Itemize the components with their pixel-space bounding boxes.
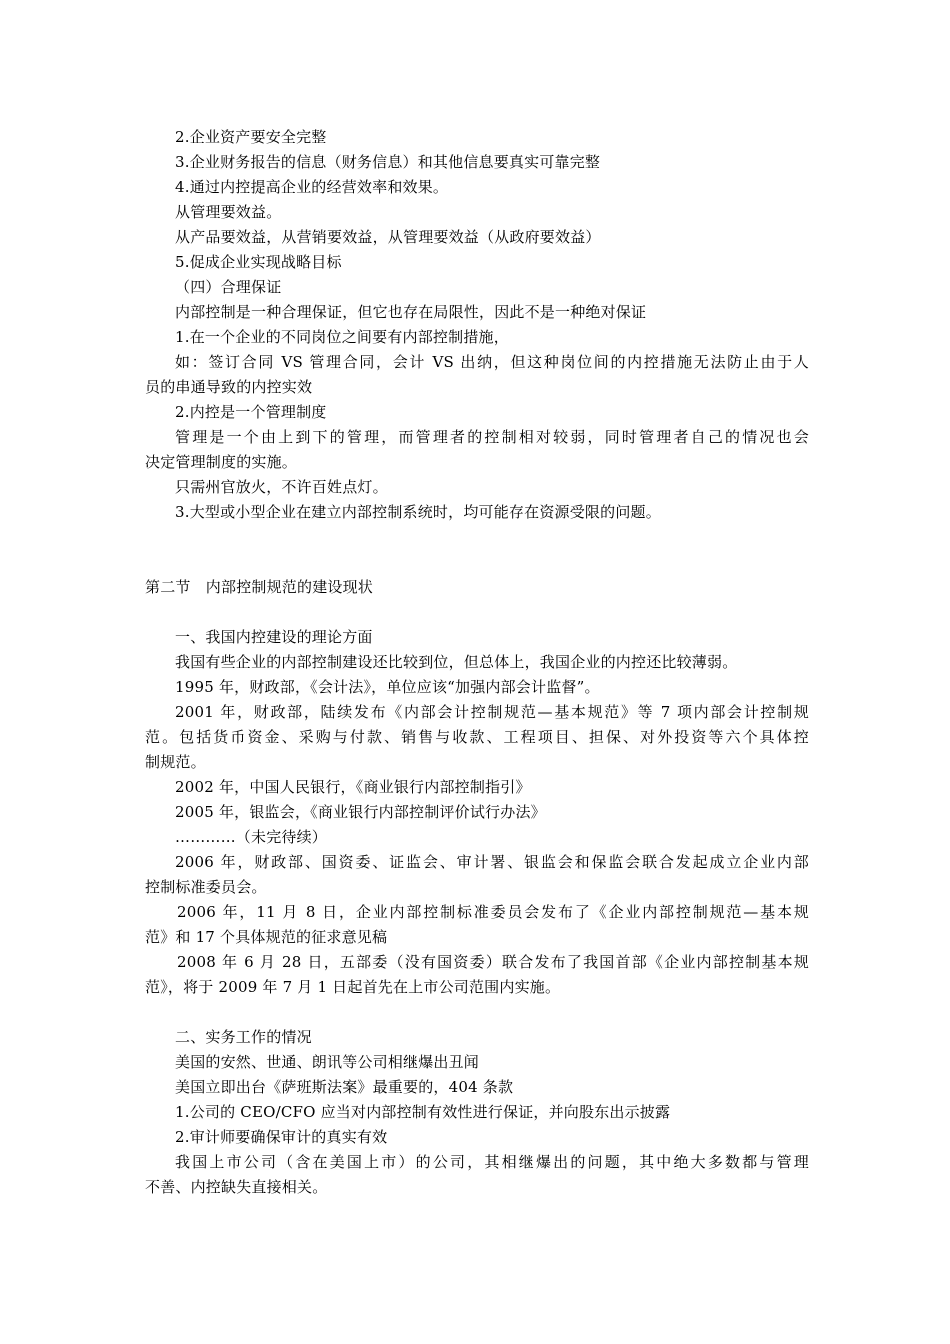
text-line: 1.在一个企业的不同岗位之间要有内部控制措施， xyxy=(175,328,509,346)
text-line: 管理是一个由上到下的管理，而管理者的控制相对较弱，同时管理者自己的情况也会 xyxy=(175,428,809,446)
text-line: 员的串通导致的内控实效 xyxy=(145,378,313,396)
text-line: 制规范。 xyxy=(145,753,206,771)
subheading: 二、实务工作的情况 xyxy=(175,1028,312,1046)
text-line: 控制标准委员会。 xyxy=(145,878,267,896)
text-line: 美国立即出台《萨班斯法案》最重要的，404 条款 xyxy=(175,1078,514,1096)
text-line: （四）合理保证 xyxy=(175,278,282,296)
subheading: 一、我国内控建设的理论方面 xyxy=(175,628,373,646)
text-line: 1995 年，财政部，《会计法》，单位应该“加强内部会计监督”。 xyxy=(175,678,600,696)
text-line: 2008 年 6 月 28 日，五部委（没有国资委）联合发布了我国首部《企业内部控制基本规 xyxy=(177,953,809,971)
text-line: …………（未完待续） xyxy=(175,828,328,846)
text-line: 我国上市公司（含在美国上市）的公司，其相继爆出的问题，其中绝大多数都与管理 xyxy=(175,1153,809,1171)
text-line: 我国有些企业的内部控制建设还比较到位，但总体上，我国企业的内控还比较薄弱。 xyxy=(175,653,738,671)
text-line: 2.内控是一个管理制度 xyxy=(175,403,327,421)
text-line: 2.企业资产要安全完整 xyxy=(175,128,327,146)
text-line: 范》和 17 个具体规范的征求意见稿 xyxy=(145,928,388,946)
text-line: 1.公司的 CEO/CFO 应当对内部控制有效性进行保证，并向股东出示披露 xyxy=(175,1103,671,1121)
text-line: 从产品要效益，从营销要效益，从管理要效益（从政府要效益） xyxy=(175,228,601,246)
text-line: 2002 年，中国人民银行，《商业银行内部控制指引》 xyxy=(175,778,531,796)
text-line: 3.大型或小型企业在建立内部控制系统时，均可能存在资源受限的问题。 xyxy=(175,503,661,521)
text-line: 2006 年，11 月 8 日，企业内部控制标准委员会发布了《企业内部控制规范—基本规 xyxy=(177,903,809,921)
text-line: 范》，将于 2009 年 7 月 1 日起首先在上市公司范围内实施。 xyxy=(145,978,561,996)
text-line: 从管理要效益。 xyxy=(175,203,282,221)
text-line: 如：签订合同 VS 管理合同，会计 VS 出纳，但这种岗位间的内控措施无法防止由于人 xyxy=(175,353,809,371)
text-line: 2006 年，财政部、国资委、证监会、审计署、银监会和保监会联合发起成立企业内部 xyxy=(175,853,809,871)
text-line: 4.通过内控提高企业的经营效率和效果。 xyxy=(175,178,449,196)
section-heading: 第二节 内部控制规范的建设现状 xyxy=(145,578,374,596)
text-line: 5.促成企业实现战略目标 xyxy=(175,253,342,271)
text-line: 只需州官放火，不许百姓点灯。 xyxy=(175,478,388,496)
text-line: 决定管理制度的实施。 xyxy=(145,453,298,471)
text-line: 2.审计师要确保审计的真实有效 xyxy=(175,1128,388,1146)
text-line: 3.企业财务报告的信息（财务信息）和其他信息要真实可靠完整 xyxy=(175,153,601,171)
text-line: 美国的安然、世通、朗讯等公司相继爆出丑闻 xyxy=(175,1053,480,1071)
text-line: 2001 年，财政部，陆续发布《内部会计控制规范—基本规范》等 7 项内部会计控制规 xyxy=(175,703,809,721)
text-line: 内部控制是一种合理保证，但它也存在局限性，因此不是一种绝对保证 xyxy=(175,303,647,321)
text-line: 不善、内控缺失直接相关。 xyxy=(145,1178,328,1196)
text-line: 2005 年，银监会，《商业银行内部控制评价试行办法》 xyxy=(175,803,546,821)
text-line: 范。包括货币资金、采购与付款、销售与收款、工程项目、担保、对外投资等六个具体控 xyxy=(145,728,809,746)
